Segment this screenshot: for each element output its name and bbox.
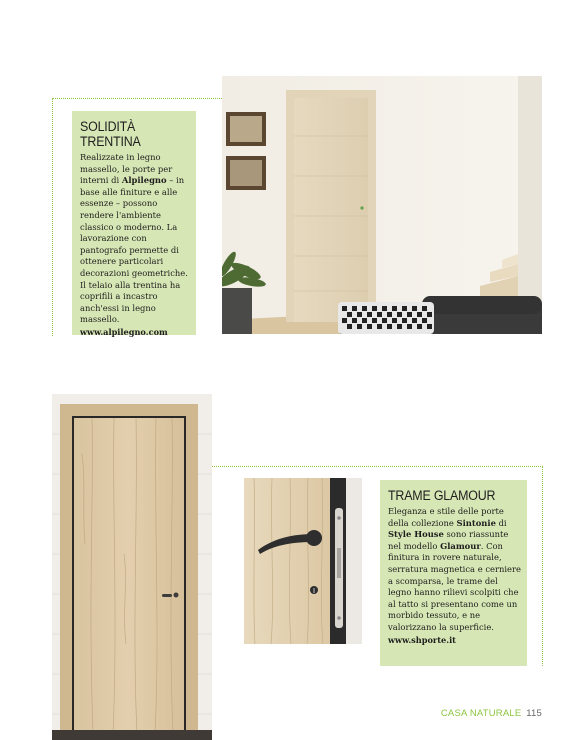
article-title: SOLIDITÀ TRENTINA [80, 119, 141, 149]
room-door-illustration [222, 76, 542, 334]
connector-line-bottom [191, 466, 543, 467]
connector-line-right [542, 466, 543, 666]
article-box-solidita [72, 111, 196, 335]
full-door-illustration [52, 394, 212, 740]
photo-handle-detail [244, 478, 362, 644]
article-box-trame-glamour [380, 480, 527, 666]
page-footer [441, 708, 542, 719]
photo-room-door [222, 76, 542, 334]
connector-line-top-left [52, 98, 53, 336]
handle-detail-illustration [244, 478, 362, 644]
photo-full-door [52, 394, 212, 740]
article-link[interactable]: www.shporte.it [388, 634, 456, 645]
article-title: TRAME GLAMOUR [388, 488, 496, 503]
magazine-name: CASA NATURALE [440, 708, 522, 719]
article-body: Eleganza e stile delle porte della collezione Sintonie di Style House sono riassunte nel modello Glamour. Con finitura in rovere naturale, serratura magnetica e cerniere a scomparsa, le trame del legno hanno rilievi scolpiti che al tatto si presentano come un morbido tessuto, e ne valorizzano la superficie. [388, 506, 521, 632]
page-number: 115 [526, 708, 542, 719]
article-body: Realizzate in legno massello, le porte per interni di Alpilegno – in base alle finiture e alle essenze – possono rendere l'ambiente classico o moderno. La lavorazione con pantografo permette di ottenere particolari decorazioni geometriche. Il telaio alla trentina ha coprifili a incastro anch'essi in legno massello. [80, 152, 188, 325]
article-link[interactable]: www.alpilegno.com [80, 326, 168, 337]
